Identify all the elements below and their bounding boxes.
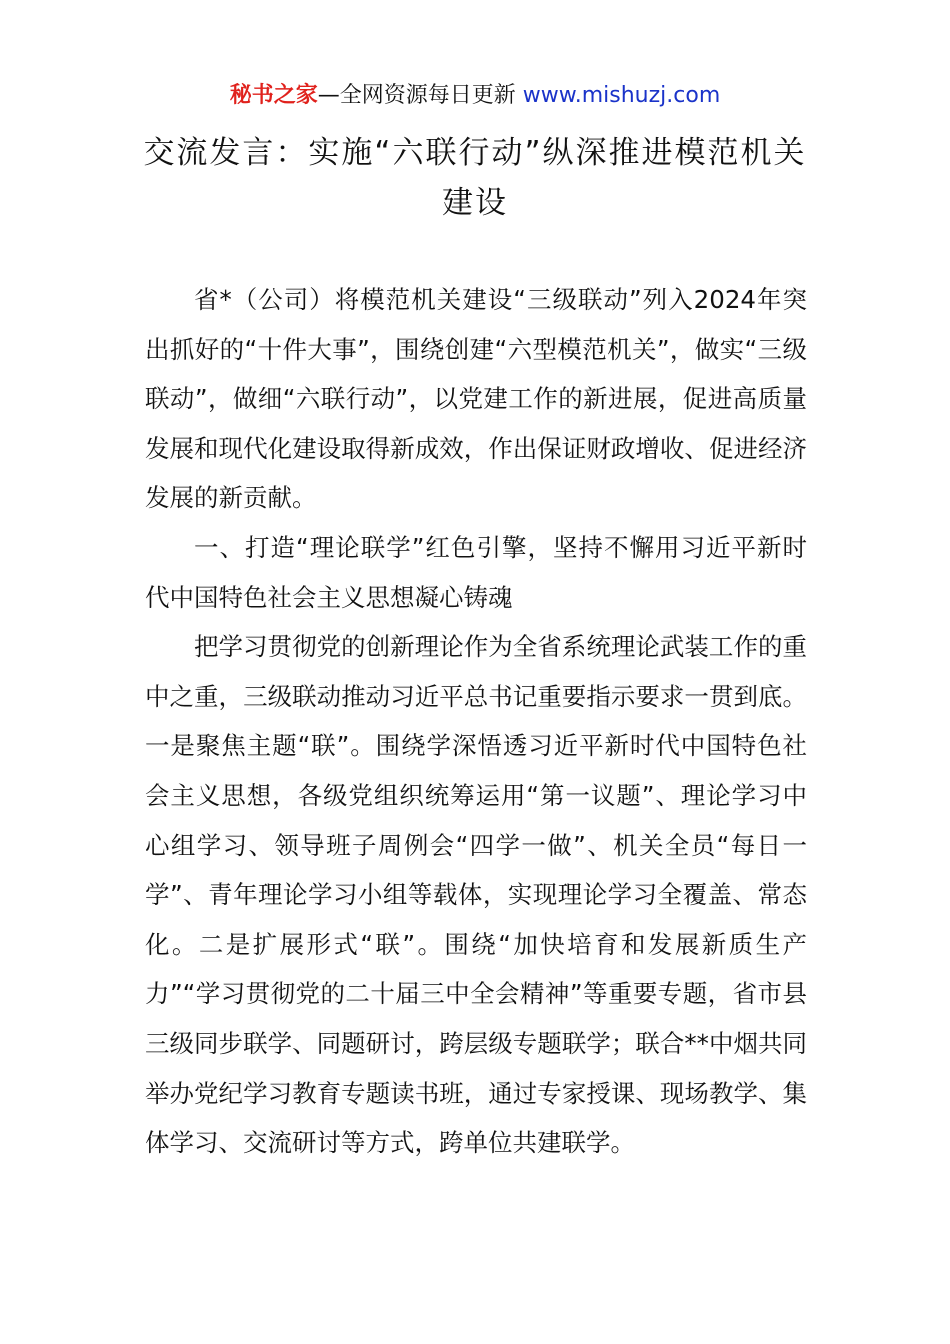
paragraph-section-1: 把学习贯彻党的创新理论作为全省系统理论武装工作的重中之重，三级联动推动习近平总书记重要指示要求一贯到底。一是聚焦主题“联”。围绕学深悟透习近平新时代中国特色社会主义思想，各级党组织统筹运用“第一议题”、理论学习中心组学习、领导班子周例会“四学一做”、机关全员“每日一学”、青年理论学习小组等载体，实现理论学习全覆盖、常态化。二是扩展形式“联”。围绕“加快培育和发展新质生产力”“学习贯彻党的二十届三中全会精神”等重要专题，省市县三级同步联学、同题研讨，跨层级专题联学；联合**中烟共同举办党纪学习教育专题读书班，通过专家授课、现场教学、集体学习、交流研讨等方式，跨单位共建联学。: [145, 632, 807, 1158]
site-header: [0, 80, 950, 112]
document-body: [145, 275, 807, 1168]
document-title: 交流发言：实施“六联行动”纵深推进模范机关建设: [143, 135, 807, 221]
section-heading-1: 一、打造“理论联学”红色引擎，坚持不懈用习近平新时代中国特色社会主义思想凝心铸魂: [145, 532, 807, 612]
paragraph-intro: 省*（公司）将模范机关建设“三级联动”列入2024年突出抓好的“十件大事”，围绕创建“六型模范机关”，做实“三级联动”，做细“六联行动”，以党建工作的新进展，促进高质量发展和现代化建设取得新成效，作出保证财政增收、促进经济发展的新贡献。: [145, 285, 807, 513]
header-tagline: —全网资源每日更新: [317, 83, 516, 108]
site-url-link[interactable]: www.mishuzj.com: [522, 83, 721, 108]
brand-name: 秘书之家: [229, 83, 318, 108]
